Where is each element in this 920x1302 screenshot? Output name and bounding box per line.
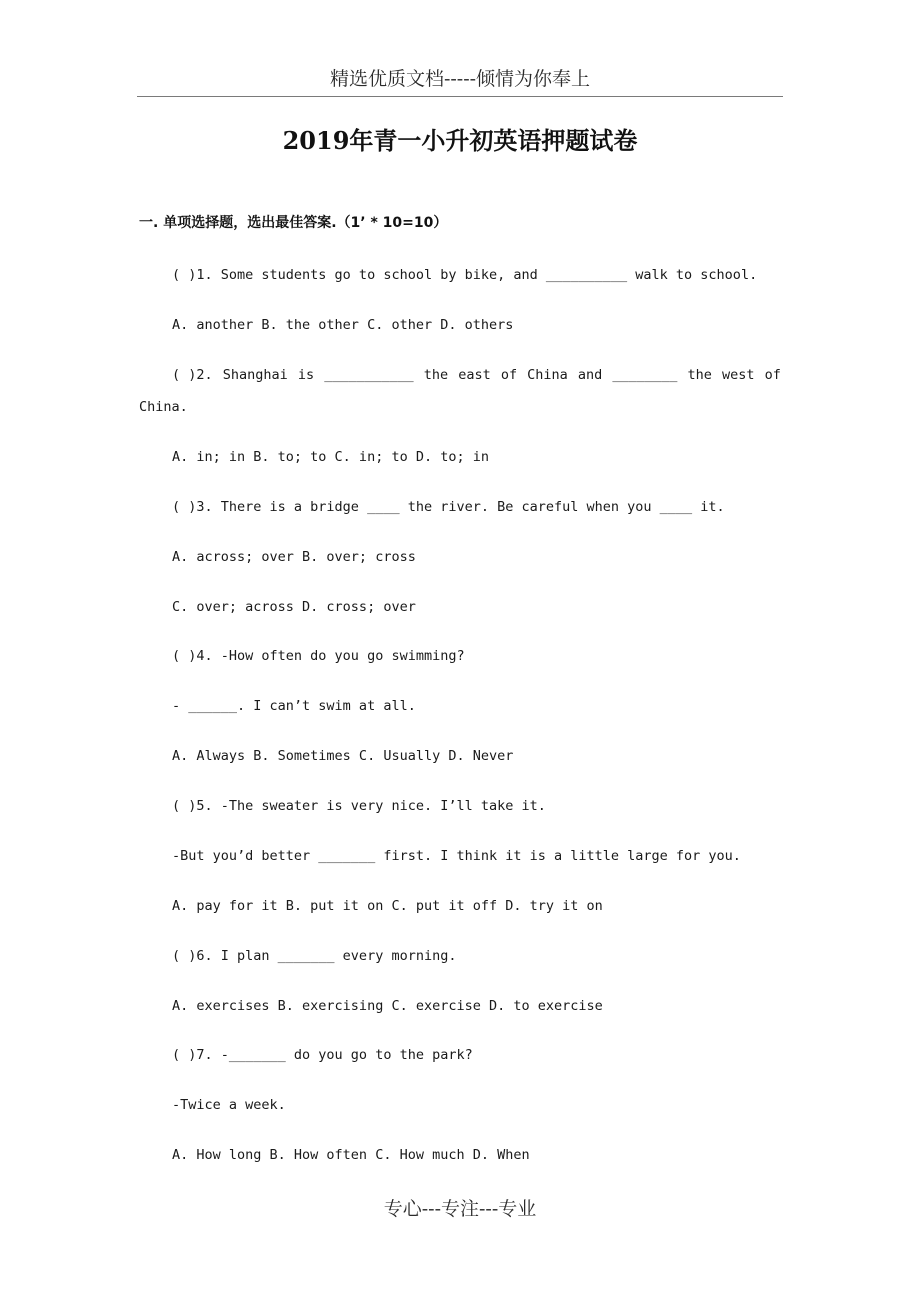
question-3-options-ab: A. across; over B. over; cross [172, 549, 416, 565]
question-2-word: the [423, 367, 449, 383]
question-2-options: A. in; in B. to; to C. in; to D. to; in [172, 449, 489, 465]
question-3-stem: ( )3. There is a bridge ____ the river. Be careful when you ____ it. [172, 499, 725, 515]
question-2-word: ________ [612, 367, 678, 383]
page-header [137, 66, 783, 97]
question-5-options: A. pay for it B. put it on C. put it off D. try it on [172, 898, 603, 914]
question-5-reply: -But you’d better _______ first. I think it is a little large for you. [172, 848, 741, 864]
question-4-stem: ( )4. -How often do you go swimming? [172, 648, 465, 664]
question-2-stem-continuation: China. [139, 399, 188, 415]
question-2-word: is [297, 367, 315, 383]
question-2-word: of [764, 367, 781, 383]
section-heading: 一. 单项选择题，选出最佳答案.（1’ * 10=10） [139, 215, 448, 231]
question-4-reply: - ______. I can’t swim at all. [172, 698, 416, 714]
question-5-stem: ( )5. -The sweater is very nice. I’ll take it. [172, 798, 546, 814]
question-2-word: China [527, 367, 568, 383]
document-title: 2019年青一小升初英语押题试卷 [282, 126, 638, 155]
question-6-stem: ( )6. I plan _______ every morning. [172, 948, 457, 964]
question-2-word: west [722, 367, 755, 383]
question-6-options: A. exercises B. exercising C. exercise D. to exercise [172, 998, 603, 1014]
question-7-stem: ( )7. -_______ do you go to the park? [172, 1047, 473, 1063]
question-2-word: of [500, 367, 518, 383]
question-4-options: A. Always B. Sometimes C. Usually D. Never [172, 748, 514, 764]
question-2-word: ( )2. [172, 367, 213, 383]
page-footer-text: 专心---专注---专业 [383, 1198, 537, 1220]
question-2-word: the [687, 367, 712, 383]
question-7-options: A. How long B. How often C. How much D. When [172, 1147, 530, 1163]
question-2-word: Shanghai [222, 367, 288, 383]
question-1-options: A. another B. the other C. other D. others [172, 317, 514, 333]
question-2-word: ___________ [324, 367, 414, 383]
question-7-reply: -Twice a week. [172, 1097, 286, 1113]
page-footer [0, 1196, 920, 1222]
question-2-word: and [577, 367, 603, 383]
question-2-stem [172, 365, 781, 385]
question-1-stem: ( )1. Some students go to school by bike, and __________ walk to school. [172, 267, 758, 283]
question-3-options-cd: C. over; across D. cross; over [172, 599, 416, 615]
page-header-text: 精选优质文档-----倾情为你奉上 [329, 68, 591, 90]
question-2-word: east [458, 367, 491, 383]
